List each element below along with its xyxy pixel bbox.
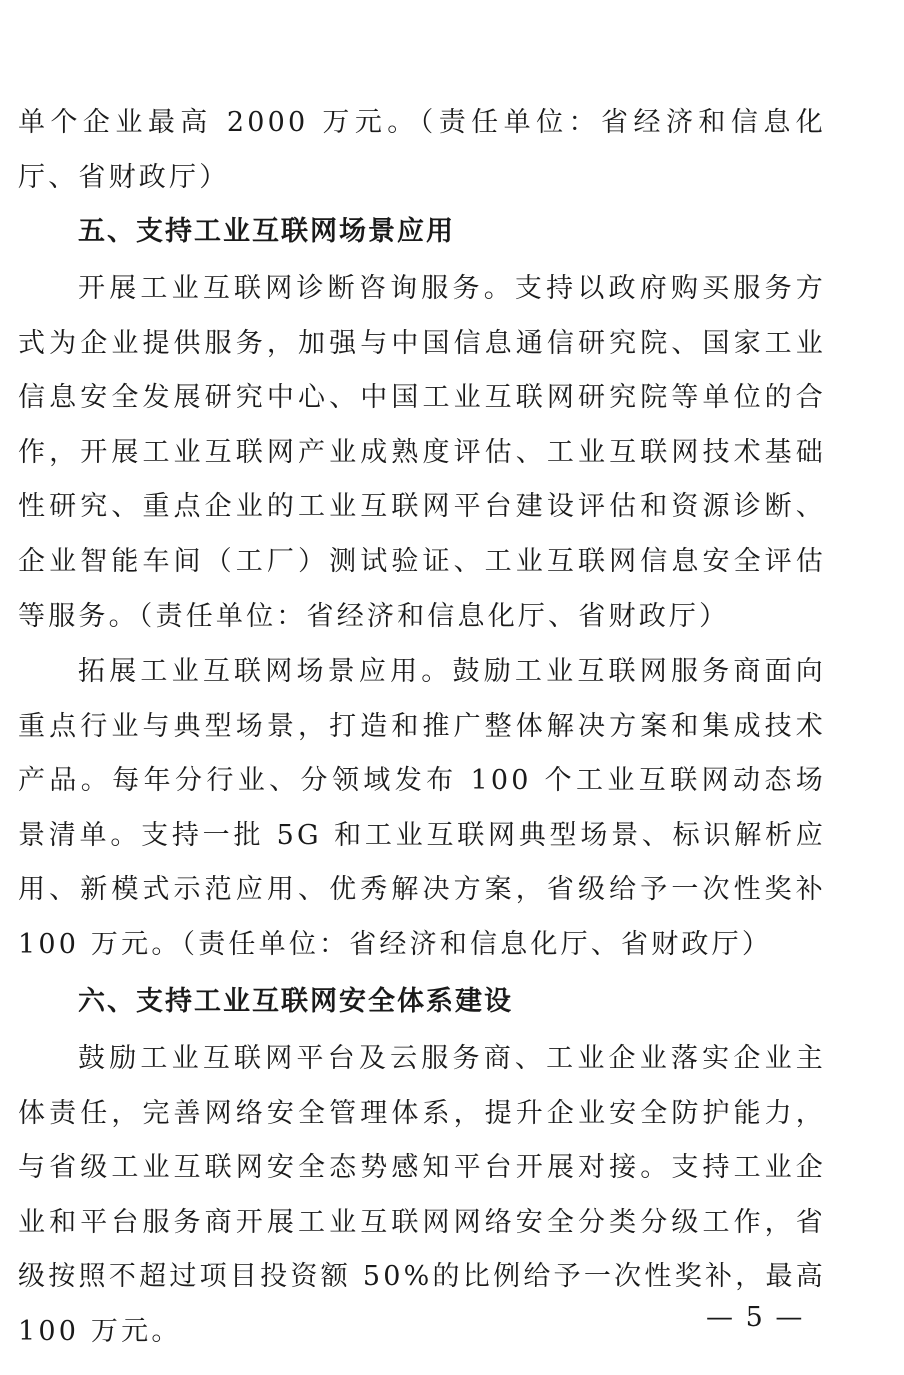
section-5-paragraph-1: 开展工业互联网诊断咨询服务。支持以政府购买服务方式为企业提供服务，加强与中国信息通信研究院、国家工业信息安全发展研究中心、中国工业互联网研究院等单位的合作，开展工业互联网产业成熟度评估、工业互联网技术基础性研究、重点企业的工业互联网平台建设评估和资源诊断、企业智能车间（工厂）测试验证、工业互联网信息安全评估等服务。（责任单位：省经济和信息化厅、省财政厅）	[18, 273, 826, 632]
section-5-heading: 五、支持工业互联网场景应用	[78, 216, 455, 247]
page-number: — 5 —	[706, 1302, 805, 1333]
section-5-paragraph-2: 拓展工业互联网场景应用。鼓励工业互联网服务商面向重点行业与典型场景，打造和推广整体解决方案和集成技术产品。每年分行业、分领域发布 100 个工业互联网动态场景清单。支持一批 5G 和工业互联网典型场景、标识解析应用、新模式示范应用、优秀解决方案，省级给予一次性奖补 100 万元。（责任单位：省经济和信息化厅、省财政厅）	[18, 656, 826, 960]
section-6-paragraph-1: 鼓励工业互联网平台及云服务商、工业企业落实企业主体责任，完善网络安全管理体系，提升企业安全防护能力，与省级工业互联网安全态势感知平台开展对接。支持工业企业和平台服务商开展工业互联网网络安全分类分级工作，省级按照不超过项目投资额 50%的比例给予一次性奖补，最高 100 万元。	[18, 1043, 826, 1347]
section-6-heading: 六、支持工业互联网安全体系建设	[78, 986, 513, 1017]
intro-paragraph: 单个企业最高 2000 万元。（责任单位：省经济和信息化厅、省财政厅）	[18, 107, 826, 193]
